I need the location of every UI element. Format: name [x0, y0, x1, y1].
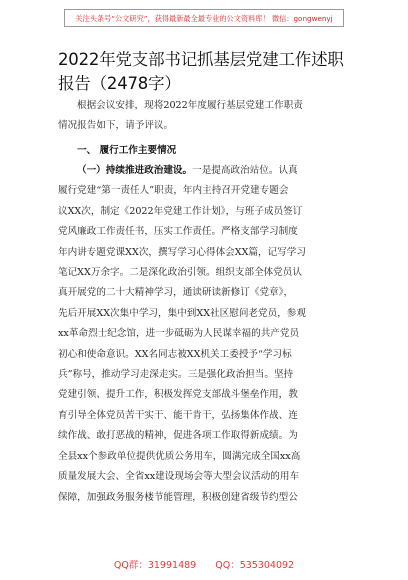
body-line: 续作战、敢打恶战的精神，促进各项工作取得新成绩。为 [58, 430, 298, 442]
body-line: 党风廉政工作责任书，压实工作责任。严格支部学习制度 [58, 226, 298, 238]
document-title: 2022年党支部书记抓基层党建工作述职报告（2478字） [58, 50, 344, 93]
footer-qq: QQ：535304092 [215, 560, 295, 571]
body-paragraph [58, 161, 358, 508]
intro-paragraph [58, 96, 358, 137]
body-line: 育引导全体党员苦干实干、能干肯干，弘扬集体作战、连 [58, 409, 298, 421]
body-line: xx革命烈士纪念馆，进一步砥砺为人民谋幸福的共产党员 [58, 328, 300, 340]
body-line: 议XX次，制定《2022年党建工作计划》，与班子成员签订 [58, 205, 303, 217]
body-line: 党建引领、提升工作，积极发挥党支部战斗堡垒作用，教 [58, 389, 298, 401]
body-line: 初心和使命意识。XX名同志被XX机关工委授予“学习标 [58, 348, 292, 360]
body-line: 履行党建“第一责任人”职责，年内主持召开党建专题会 [58, 185, 289, 197]
header-banner: 关注头条号“公文研究”，获得最新最全最专业的公文资料库！ 微信：gongwenyj [64, 9, 344, 27]
footer-contact [0, 557, 408, 571]
intro-line: 情况报告如下，请予评议。 [58, 120, 174, 132]
intro-line: 根据会议安排，现将2022年度履行基层党建工作职责 [77, 100, 303, 111]
body-line: 保障，加强政务服务楼节能管理，积极创建省级节约型公 [58, 491, 298, 503]
body-line: 先后开展XX次集中学习，集中到XX社区慰问老党员，参观 [58, 307, 306, 319]
body-line: 质量发展大会、全省xx建设现场会等大型会议活动的用车 [58, 471, 300, 483]
footer-qq-group: QQ群：31991489 [113, 560, 197, 571]
body-line: 年内讲专题党课XX次，撰写学习心得体会XX篇，记写学习 [58, 246, 306, 258]
body-first-line [58, 161, 358, 181]
body-line: 真开展党的二十大精神学习，通读研读新修订《党章》， [58, 287, 294, 299]
subsection-heading: （一）持续推进政治建设。 [77, 165, 193, 176]
body-line: 全县xx个参政单位提供优质公务用车，圆满完成全国xx高 [58, 450, 301, 462]
body-line: 兵”称号，推动学习走深走实。三是强化政治担当。坚持 [58, 369, 294, 381]
section-heading: 一、 履行工作主要情况 [77, 145, 177, 156]
body-line: 笔记XX万余字。二是深化政治引领。组织支部全体党员认 [58, 267, 302, 279]
body-first-rest: 一是提高政治站位。认真 [192, 165, 298, 176]
